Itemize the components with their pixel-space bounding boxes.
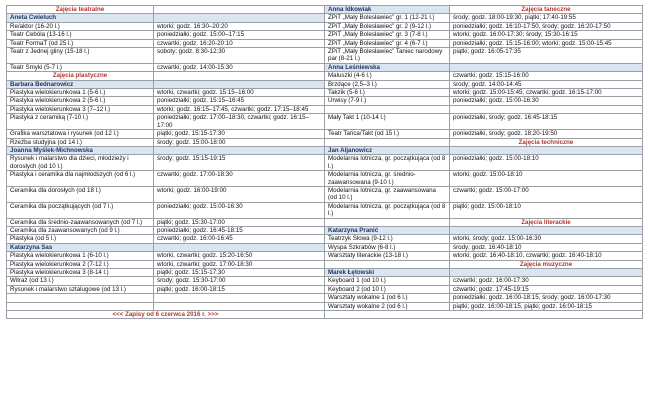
class-name: Rysunek i malarstwo dla dzieci, młodzieży i dorosłych (od 10 l.) xyxy=(7,155,154,171)
schedule-body xyxy=(7,6,643,311)
table-row xyxy=(7,97,643,105)
class-name: Rzeźba studyjna (od 14 l.) xyxy=(7,138,154,146)
class-schedule: piątki; godz. 15:00-18:10 xyxy=(450,202,643,218)
empty-cell xyxy=(7,294,154,302)
table-row xyxy=(7,138,643,146)
table-row xyxy=(7,146,643,154)
class-schedule: wtorki, środy; godz. 15:00-16:30 xyxy=(450,235,643,243)
schedule-table xyxy=(6,5,643,319)
class-name: Keyboard 2 (od 10 l.) xyxy=(325,285,450,293)
empty-cell xyxy=(154,6,325,14)
class-schedule: środy; godz. 15:00-18:00 xyxy=(154,138,325,146)
class-schedule: wtorki; godz. 16:30–20:20 xyxy=(154,22,325,30)
class-name: Teatr Cebóla (13-16 l.) xyxy=(7,31,154,39)
teacher-name xyxy=(154,14,325,22)
class-name: Witraż (od 13 l.) xyxy=(7,277,154,285)
class-schedule: wtorki, czwartki; godz. 15:20-16:50 xyxy=(154,252,325,260)
teacher-name xyxy=(154,80,325,88)
table-row xyxy=(7,226,643,234)
class-schedule: czwartki; godz. 14:00-15:30 xyxy=(154,63,325,71)
class-name: Takzik (5-6 l.) xyxy=(325,89,450,97)
table-row xyxy=(7,260,643,268)
class-schedule: piątki; godz. 15:15-17:30 xyxy=(154,269,325,277)
class-schedule: środy; godz. 16:40-18:10 xyxy=(450,243,643,251)
class-schedule: środy; godz. 18:00-19:30, piątki; 17:40-19:55 xyxy=(450,14,643,22)
class-schedule: poniedziałki; godz. 16:45-18:15 xyxy=(154,226,325,234)
table-row xyxy=(7,243,643,251)
class-schedule: poniedziałki; godz. 15:15–16:45 xyxy=(154,97,325,105)
empty-cell xyxy=(154,294,325,302)
teacher-name: Marek Łętowski xyxy=(325,269,450,277)
teacher-name: Katarzyna Sas xyxy=(7,243,154,251)
class-name: Warsztaty wokalne 2 (od 6 l.) xyxy=(325,302,450,310)
section-header: Zajęcia plastyczne xyxy=(7,72,154,80)
class-name: Plastyka (od 5 l.) xyxy=(7,235,154,243)
table-row xyxy=(7,72,643,80)
class-name: ZPiT „Mały Bolesławiec” gr. 2 (9-12 l.) xyxy=(325,22,450,30)
class-schedule: poniedziałki; godz. 15:15-16:00; wtorki; godz. 15:00-15:45 xyxy=(450,39,643,47)
table-row xyxy=(7,252,643,260)
class-schedule: piątki; godz. 15:15-17:30 xyxy=(154,130,325,138)
class-name: Plastyka wielokierunkowa 2 (5-6 l.) xyxy=(7,97,154,105)
schedule-sheet xyxy=(6,5,642,319)
teacher-name: Anna Leśniewska xyxy=(325,63,450,71)
class-schedule: poniedziałki; godz. 16:10-17:50, środy; godz. 16:20-17:50 xyxy=(450,22,643,30)
empty-cell xyxy=(154,72,325,80)
empty-cell xyxy=(7,302,154,310)
table-row xyxy=(7,80,643,88)
class-schedule: wtorki; godz. 15:00-18:10 xyxy=(450,171,643,187)
table-row xyxy=(7,302,643,310)
class-name: Plastyka wielokierunkowa 1 (6-10 l.) xyxy=(7,252,154,260)
class-schedule: wtorki; godz. 16:15–17:45, czwartki; godz. 17:15–18:45 xyxy=(154,105,325,113)
table-row xyxy=(7,235,643,243)
teacher-name: Jan Aljanowicz xyxy=(325,146,450,154)
class-schedule: czwartki; godz. 17:00-18:30 xyxy=(154,171,325,187)
class-name: Keyboard 1 (od 10 l.) xyxy=(325,277,450,285)
class-schedule: wtorki; godz. 16:00-19:00 xyxy=(154,186,325,202)
teacher-name xyxy=(450,146,643,154)
class-schedule: poniedziałki; godz. 15:00-18:10 xyxy=(450,155,643,171)
class-schedule: soboty; godz. 8:30-12:30 xyxy=(154,48,325,64)
class-name: Teatr z Jednej gliny (15-18 l.) xyxy=(7,48,154,64)
teacher-name: Joanna Myślek-Michnowska xyxy=(7,146,154,154)
table-row xyxy=(7,114,643,130)
class-name: Teatr Smyki (5-7 l.) xyxy=(7,63,154,71)
teacher-name xyxy=(450,63,643,71)
empty-cell xyxy=(325,260,450,268)
class-name: Re/aktor (16-20 l.) xyxy=(7,22,154,30)
section-header: Zajęcia literackie xyxy=(450,218,643,226)
class-schedule: czwartki; godz. 16:00-16:45 xyxy=(154,235,325,243)
table-row xyxy=(7,285,643,293)
empty-cell xyxy=(450,105,643,113)
class-schedule: piątki; godz. 15:30-17:00 xyxy=(154,218,325,226)
class-name: ZPiT „Mały Bolesławiec” gr. 1 (12-21 l.) xyxy=(325,14,450,22)
class-schedule: poniedziałki; godz. 15:00-16:30 xyxy=(154,202,325,218)
class-name: Ceramika dla dorosłych (od 18 l.) xyxy=(7,186,154,202)
class-name: ZPiT „Mały Bolesławiec” Taniec narodowy par (8-21 l.) xyxy=(325,48,450,64)
class-name: Ceramika dla średnio-zaawansowanych (od 7 l.) xyxy=(7,218,154,226)
table-row xyxy=(7,269,643,277)
class-name: Modelarnia lotnicza, gr. średnio-zaawansowana (9-10 l.) xyxy=(325,171,450,187)
teacher-name: Anna Idkowiak xyxy=(325,6,450,14)
class-schedule: czwartki; godz. 16:20-20:10 xyxy=(154,39,325,47)
teacher-name xyxy=(154,243,325,251)
empty-cell xyxy=(325,105,450,113)
class-name: Maluszki (4-6 l.) xyxy=(325,72,450,80)
class-name: Teatrzyk Słowa (9-12 l.) xyxy=(325,235,450,243)
empty-cell xyxy=(325,218,450,226)
class-schedule: środy; godz. 15:15-19:15 xyxy=(154,155,325,171)
table-row xyxy=(7,39,643,47)
class-schedule: wtorki; godz. 16:00-17:30; środy; 15:30-16:15 xyxy=(450,31,643,39)
table-row xyxy=(7,63,643,71)
class-name: Teatr FormaT (od 25 l.) xyxy=(7,39,154,47)
teacher-name: Aneta Ćwieluch xyxy=(7,14,154,22)
teacher-name xyxy=(450,226,643,234)
table-row xyxy=(7,130,643,138)
class-schedule: czwartki; godz. 17:45-19:15 xyxy=(450,285,643,293)
teacher-name xyxy=(450,269,643,277)
class-name: Plastyka z ceramiką (7-10 l.) xyxy=(7,114,154,130)
class-schedule: piątki; godz. 16:00-18:15 xyxy=(154,285,325,293)
table-row xyxy=(7,31,643,39)
class-schedule: czwartki; godz. 16:00-17:30 xyxy=(450,277,643,285)
footer-blank xyxy=(325,311,643,319)
table-row xyxy=(7,89,643,97)
class-name: ZPiT „Mały Bolesławiec” gr. 4 (6-7 l.) xyxy=(325,39,450,47)
table-row xyxy=(7,22,643,30)
class-schedule: poniedziałki; godz. 16:00-18:15, środy; godz. 16:00-17:30 xyxy=(450,294,643,302)
class-name: Grafika warsztatowa i rysunek (od 12 l.) xyxy=(7,130,154,138)
class-name: Modelarnia lotnicza, gr. zaawansowana (od 10 l.) xyxy=(325,186,450,202)
class-schedule: środy; godz. 15:30-17:00 xyxy=(154,277,325,285)
section-header: Zajęcia taneczne xyxy=(450,6,643,14)
class-schedule: poniedziałki; godz. 15:00–17:15 xyxy=(154,31,325,39)
class-name: Plastyka wielokierunkowa 3 (7–12 l.) xyxy=(7,105,154,113)
class-schedule: wtorki; godz. 15:00-15:45, czwartki; godz. 16:15-17:00 xyxy=(450,89,643,97)
table-row xyxy=(7,202,643,218)
section-header: Zajęcia techniczne xyxy=(450,138,643,146)
table-row xyxy=(7,294,643,302)
class-schedule: piątki; godz. 16:05-17:35 xyxy=(450,48,643,64)
class-schedule: wtorki; godz. 16:40-18:10, czwartki; godz. 16:40-18:10 xyxy=(450,252,643,260)
class-name: Teatr Tańca/Takt (od 15 l.) xyxy=(325,130,450,138)
class-name: Mały Takt 1 (10-14 l.) xyxy=(325,114,450,130)
table-row xyxy=(7,105,643,113)
class-name: Plastyka wielokierunkowa 3 (8-14 l.) xyxy=(7,269,154,277)
class-schedule: poniedziałki; godz. 15:00-16:30 xyxy=(450,97,643,105)
table-row xyxy=(7,14,643,22)
empty-cell xyxy=(325,138,450,146)
teacher-name xyxy=(154,146,325,154)
class-schedule: czwartki; godz. 15:00-17:00 xyxy=(450,186,643,202)
footer-row xyxy=(7,311,643,319)
enrollment-note: <<< Zapisy od 6 czerwca 2016 r. >>> xyxy=(7,311,325,319)
class-name: Brzdące (2,5–3 l.) xyxy=(325,80,450,88)
class-name: Modelarnia lotnicza, gr. początkująca (od 8 l.) xyxy=(325,202,450,218)
class-schedule: wtorki, czwartki; godz. 15:15–16:00 xyxy=(154,89,325,97)
table-row xyxy=(7,48,643,64)
section-header: Zajęcia muzyczne xyxy=(450,260,643,268)
class-schedule: piątki; godz. 16:00-18:15, piątki; godz. 16:00-18:15 xyxy=(450,302,643,310)
class-schedule: poniedziałki; godz. 17:00–18:30, czwartki; godz. 16:15–17:00 xyxy=(154,114,325,130)
class-name: Warsztaty literackie (13-18 l.) xyxy=(325,252,450,260)
table-row xyxy=(7,218,643,226)
table-row xyxy=(7,186,643,202)
class-schedule: środy; godz. 14:00-14:45 xyxy=(450,80,643,88)
class-name: Wyspa Szkrabów (6-8 l.) xyxy=(325,243,450,251)
class-schedule: czwartki; godz. 15:15-16:00 xyxy=(450,72,643,80)
section-header: Zajęcia teatralne xyxy=(7,6,154,14)
class-name: Rysunek i malarstwo sztalugowe (od 13 l.) xyxy=(7,285,154,293)
class-name: Plastyka i ceramika dla najmłodszych (od 6 l.) xyxy=(7,171,154,187)
empty-cell xyxy=(154,302,325,310)
class-schedule: poniedziałki, środy; godz. 16:45-18:15 xyxy=(450,114,643,130)
table-row xyxy=(7,277,643,285)
table-row xyxy=(7,6,643,14)
class-name: ZPiT „Mały Bolesławiec” gr. 3 (7-8 l.) xyxy=(325,31,450,39)
class-schedule: poniedziałki, środy; godz. 18:20-19:50 xyxy=(450,130,643,138)
table-row xyxy=(7,171,643,187)
teacher-name: Barbara Bednarowicz xyxy=(7,80,154,88)
class-name: Plastyka wielokierunkowa 1 (5-6 l.) xyxy=(7,89,154,97)
class-schedule: wtorki, czwartki; godz. 17:00-18:30 xyxy=(154,260,325,268)
class-name: Modelarnia lotnicza, gr. początkująca (od 8 l.) xyxy=(325,155,450,171)
table-row xyxy=(7,155,643,171)
class-name: Ceramika dla początkujących (od 7 l.) xyxy=(7,202,154,218)
class-name: Warsztaty wokalne 1 (od 6 l.) xyxy=(325,294,450,302)
class-name: Plastyka wielokierunkowa 2 (7-12 l.) xyxy=(7,260,154,268)
class-name: Ceramika dla zaawansowanych (od 9 l.) xyxy=(7,226,154,234)
class-name: Urwisy (7-9 l.) xyxy=(325,97,450,105)
teacher-name: Katarzyna Pranić xyxy=(325,226,450,234)
